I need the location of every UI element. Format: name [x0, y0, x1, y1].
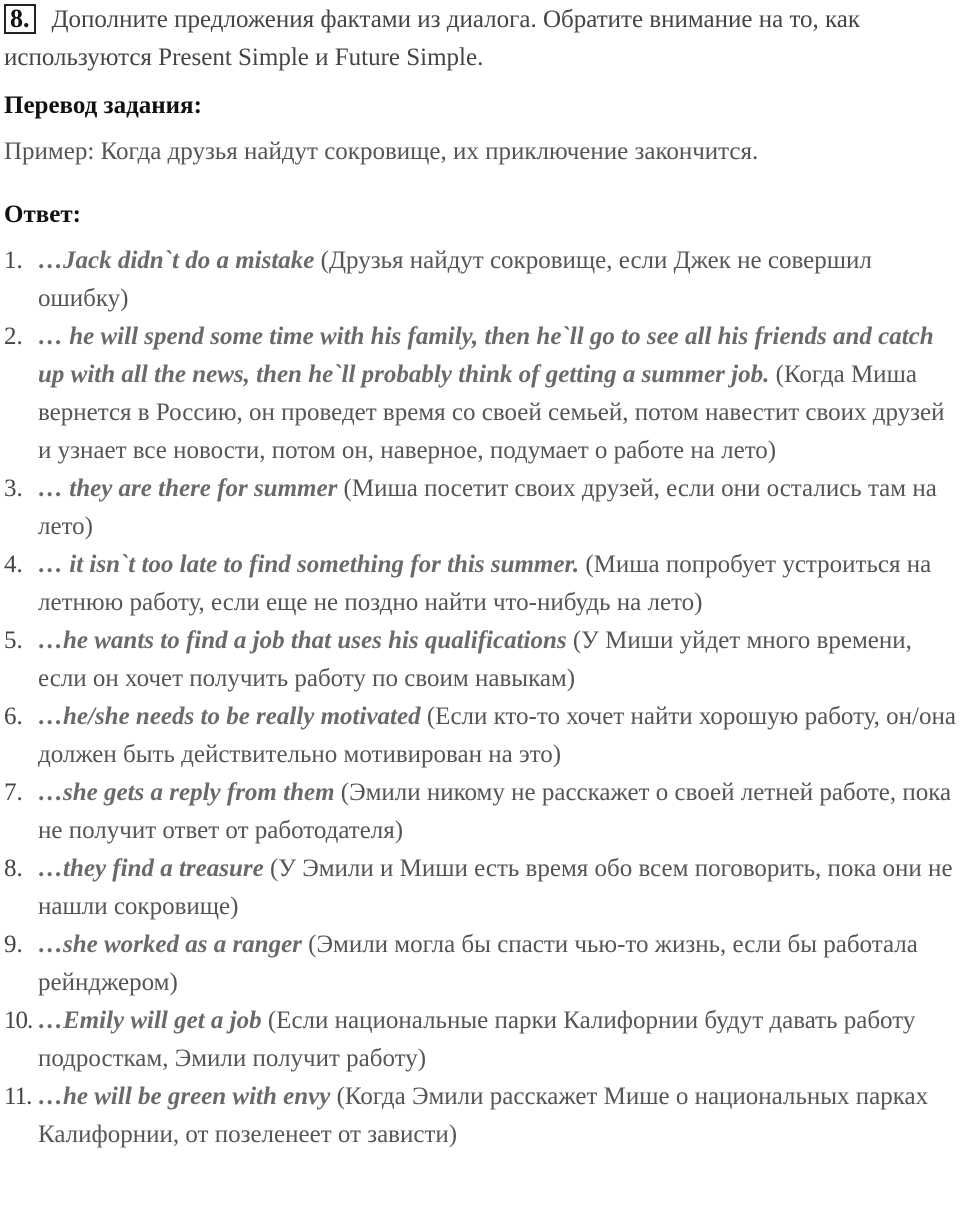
answer-russian: (Если национальные парки Калифорнии будут давать работу подросткам, Эмили получит работу): [38, 1007, 916, 1072]
answer-item: [4, 242, 956, 318]
answer-english: …she gets a reply from them: [38, 779, 335, 806]
answer-english: …he wants to find a job that uses his qualifications: [38, 627, 567, 654]
answer-number: 2.: [4, 323, 23, 350]
answer-english: …he/she needs to be really motivated: [38, 703, 421, 730]
answer-number: 3.: [4, 475, 23, 502]
answer-heading: Ответ:: [4, 201, 81, 228]
answer-russian: (Миша посетит своих друзей, если они остались там на лето): [38, 475, 937, 540]
answer-list: [4, 242, 956, 1154]
answer-item: [4, 1078, 956, 1154]
answer-number: 7.: [4, 779, 23, 806]
answer-russian: (Эмили могла бы спасти чью-то жизнь, если бы работала рейнджером): [38, 931, 918, 996]
answer-russian: (У Эмили и Миши есть время обо всем поговорить, пока они не нашли сокровище): [38, 855, 953, 920]
answer-english: …Jack didn`t do a mistake: [38, 247, 315, 274]
answer-russian: (Когда Миша вернется в Россию, он проведет время со своей семьей, потом навестит своих друзей и узнает все новости, потом он, наверное, подумает о работе на лето): [38, 361, 945, 464]
answer-item: [4, 546, 956, 622]
answer-item: [4, 774, 956, 850]
answer-number: 4.: [4, 551, 23, 578]
answer-item: [4, 1002, 956, 1078]
answer-item: [4, 926, 956, 1002]
answer-english: …she worked as a ranger: [38, 931, 302, 958]
answer-number: 10.: [4, 1007, 33, 1034]
answer-english: … he will spend some time with his family, then he`ll go to see all his friends and catch up with all the news, then he`ll probably think of getting a summer job.: [38, 323, 934, 388]
example-sentence: Пример: Когда друзья найдут сокровище, их приключение закончится.: [4, 138, 759, 165]
answer-russian: (Эмили никому не расскажет о своей летней работе, пока не получит ответ от работодателя): [38, 779, 952, 844]
task-number: 8.: [4, 4, 36, 34]
answer-russian: (Миша попробует устроиться на летнюю работу, если еще не поздно найти что-нибудь на лето): [38, 551, 932, 616]
translation-heading: Перевод задания:: [4, 92, 202, 119]
answer-english: …Emily will get a job: [38, 1007, 262, 1034]
answer-item: [4, 470, 956, 546]
answer-russian: (Друзья найдут сокровище, если Джек не совершил ошибку): [38, 247, 872, 312]
answer-number: 1.: [4, 247, 23, 274]
answer-english: … it isn`t too late to find something for this summer.: [38, 551, 580, 578]
answer-russian: (Если кто-то хочет найти хорошую работу, он/она должен быть действительно мотивирован на это): [38, 703, 956, 768]
answer-number: 5.: [4, 627, 23, 654]
task-instruction: [4, 0, 956, 77]
answer-item: [4, 698, 956, 774]
answer-number: 6.: [4, 703, 23, 730]
answer-english: … they are there for summer: [38, 475, 338, 502]
answer-english: …they find a treasure: [38, 855, 264, 882]
answer-number: 9.: [4, 931, 23, 958]
answer-item: [4, 318, 956, 470]
answer-russian: (Когда Эмили расскажет Мише о национальных парках Калифорнии, от позеленеет от зависти): [38, 1083, 929, 1148]
answer-number: 8.: [4, 855, 23, 882]
answer-russian: (У Миши уйдет много времени, если он хочет получить работу по своим навыкам): [38, 627, 912, 692]
answer-number: 11.: [4, 1083, 32, 1110]
task-text: Дополните предложения фактами из диалога. Обратите внимание на то, как используются Present Simple и Future Simple.: [4, 6, 861, 71]
answer-item: [4, 850, 956, 926]
answer-item: [4, 622, 956, 698]
answer-english: …he will be green with envy: [38, 1083, 331, 1110]
